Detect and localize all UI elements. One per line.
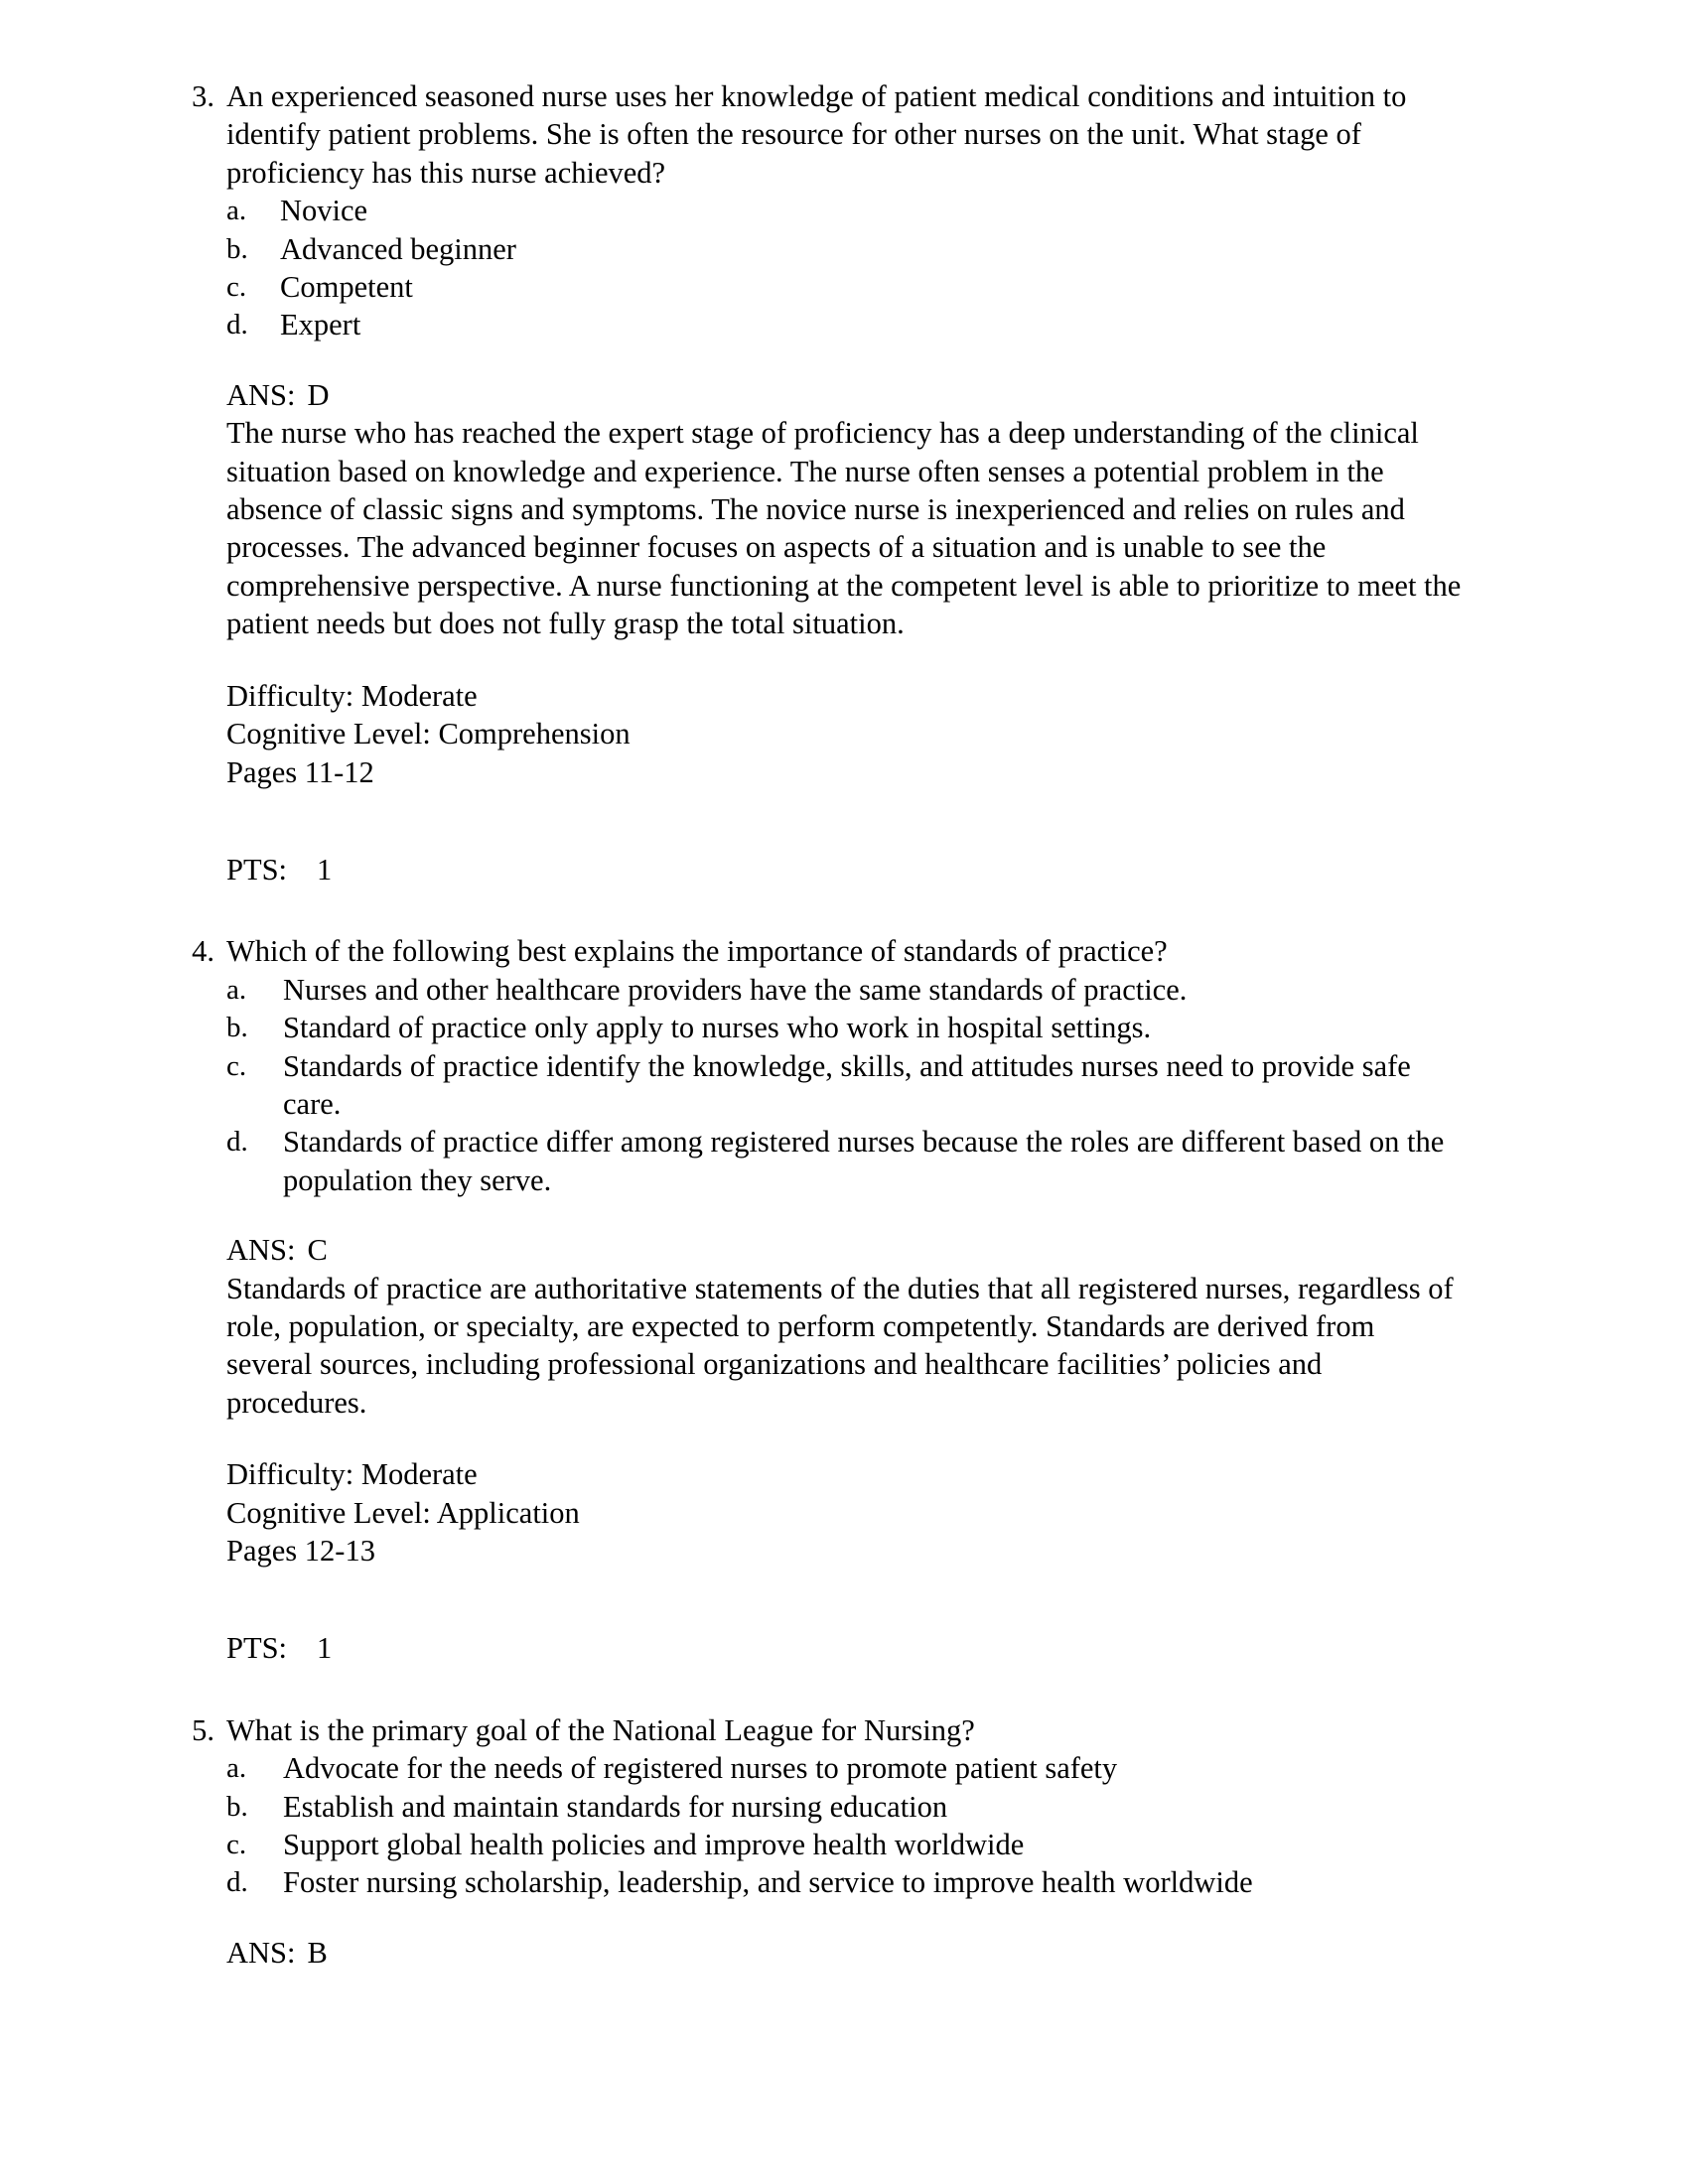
pts-value: 1 — [317, 852, 333, 887]
option-letter: d. — [226, 1866, 248, 1899]
pts-label: PTS: — [226, 852, 288, 887]
option-text: Standard of practice only apply to nurses who work in hospital settings. — [283, 1011, 1152, 1045]
answer-label: ANS: — [226, 1233, 296, 1268]
option-text: Nurses and other healthcare providers have the same standards of practice. — [283, 972, 1188, 1007]
section-spacer — [226, 888, 1463, 932]
difficulty-line: Difficulty: Moderate — [226, 1457, 478, 1492]
cognitive-level-line: Cognitive Level: Comprehension — [226, 717, 631, 751]
question-4-pts-line — [226, 1629, 1463, 1667]
question-3-rationale: The nurse who has reached the expert stage of proficiency has a deep understanding of the clinical situation based on knowledge and experience. The nurse often senses a potential problem in the absence of classic signs and symptoms. The novice nurse is inexperienced and relies on rules and processes. The advanced beginner focuses on aspects of a situation and is unable to see the comprehensive perspective. A nurse functioning at the competent level is able to prioritize to meet the patient needs but does not fully grasp the total situation. — [226, 416, 1462, 641]
answer-label: ANS: — [226, 1935, 296, 1970]
option-letter: b. — [226, 1012, 248, 1044]
question-block-3 — [192, 77, 1463, 888]
question-3-stem: An experienced seasoned nurse uses her knowledge of patient medical conditions and intuition to identify patient problems. She is often the resource for other nurses on the unit. What stage of proficiency has this nurse achieved? — [226, 79, 1407, 190]
option-text: Novice — [280, 194, 368, 228]
pts-label: PTS: — [226, 1631, 288, 1666]
question-3-number: 3. — [192, 79, 214, 113]
option-3-b[interactable] — [226, 230, 1463, 268]
option-text: Foster nursing scholarship, leadership, and service to improve health worldwide — [283, 1865, 1253, 1900]
option-4-d[interactable] — [226, 1123, 1463, 1199]
option-text: Standards of practice identify the knowledge, skills, and attitudes nurses need to provide safe care. — [283, 1048, 1411, 1121]
option-text: Standards of practice differ among registered nurses because the roles are different based on the population they serve. — [283, 1125, 1445, 1197]
question-5-answer-line — [226, 1934, 1463, 1972]
question-block-4 — [192, 932, 1463, 1668]
question-3-pts-line — [226, 851, 1463, 888]
option-text: Advocate for the needs of registered nurses to promote patient safety — [283, 1751, 1118, 1786]
question-4-number: 4. — [192, 934, 214, 969]
question-5-stem: What is the primary goal of the National League for Nursing? — [226, 1712, 975, 1747]
answer-label: ANS: — [226, 377, 296, 412]
option-5-a[interactable] — [226, 1749, 1463, 1787]
pages-line: Pages 12-13 — [226, 1534, 375, 1568]
option-4-a[interactable] — [226, 971, 1463, 1009]
option-5-d[interactable] — [226, 1863, 1463, 1901]
option-text: Advanced beginner — [280, 231, 516, 266]
option-letter: c. — [226, 271, 247, 304]
option-letter: a. — [226, 973, 247, 1006]
question-3-metadata — [226, 677, 1463, 791]
question-5-number: 5. — [192, 1712, 214, 1747]
option-letter: c. — [226, 1829, 247, 1861]
option-3-d[interactable] — [226, 306, 1463, 343]
option-letter: a. — [226, 195, 247, 227]
answer-value: C — [307, 1233, 328, 1268]
option-letter: b. — [226, 1790, 248, 1823]
question-block-5 — [192, 1711, 1463, 1972]
question-4-rationale: Standards of practice are authoritative statements of the duties that all registered nurses, regardless of role, population, or specialty, are expected to perform competently. Standards are derived from several sources, including professional organizations and healthcare facilities’ policies and procedures. — [226, 1271, 1454, 1420]
option-letter: d. — [226, 1126, 248, 1159]
option-letter: b. — [226, 232, 248, 265]
answer-value: B — [307, 1935, 328, 1970]
option-letter: a. — [226, 1752, 247, 1785]
question-5-header — [192, 1711, 1463, 1749]
section-spacer — [226, 1668, 1463, 1711]
pts-value: 1 — [317, 1631, 333, 1666]
option-text: Support global health policies and improve health worldwide — [283, 1828, 1025, 1862]
option-4-b[interactable] — [226, 1009, 1463, 1046]
question-4-stem: Which of the following best explains the importance of standards of practice? — [226, 934, 1168, 969]
option-text: Expert — [280, 308, 361, 342]
question-4-answer-line — [226, 1231, 1463, 1269]
option-text: Competent — [280, 270, 413, 305]
option-text: Establish and maintain standards for nursing education — [283, 1789, 948, 1824]
question-3-answer-line — [226, 376, 1463, 414]
option-5-b[interactable] — [226, 1788, 1463, 1826]
question-4-header — [192, 932, 1463, 970]
option-4-c[interactable] — [226, 1047, 1463, 1124]
cognitive-level-line: Cognitive Level: Application — [226, 1495, 580, 1530]
difficulty-line: Difficulty: Moderate — [226, 678, 478, 713]
pages-line: Pages 11-12 — [226, 754, 374, 789]
question-3-options — [226, 192, 1463, 344]
option-letter: d. — [226, 309, 248, 341]
option-letter: c. — [226, 1049, 247, 1082]
question-3-header — [192, 77, 1463, 192]
question-4-metadata — [226, 1455, 1463, 1570]
option-5-c[interactable] — [226, 1826, 1463, 1863]
question-5-options — [226, 1749, 1463, 1902]
option-3-c[interactable] — [226, 268, 1463, 306]
option-3-a[interactable] — [226, 192, 1463, 229]
answer-value: D — [307, 377, 330, 412]
question-4-options — [226, 971, 1463, 1199]
page-content — [192, 77, 1463, 1972]
